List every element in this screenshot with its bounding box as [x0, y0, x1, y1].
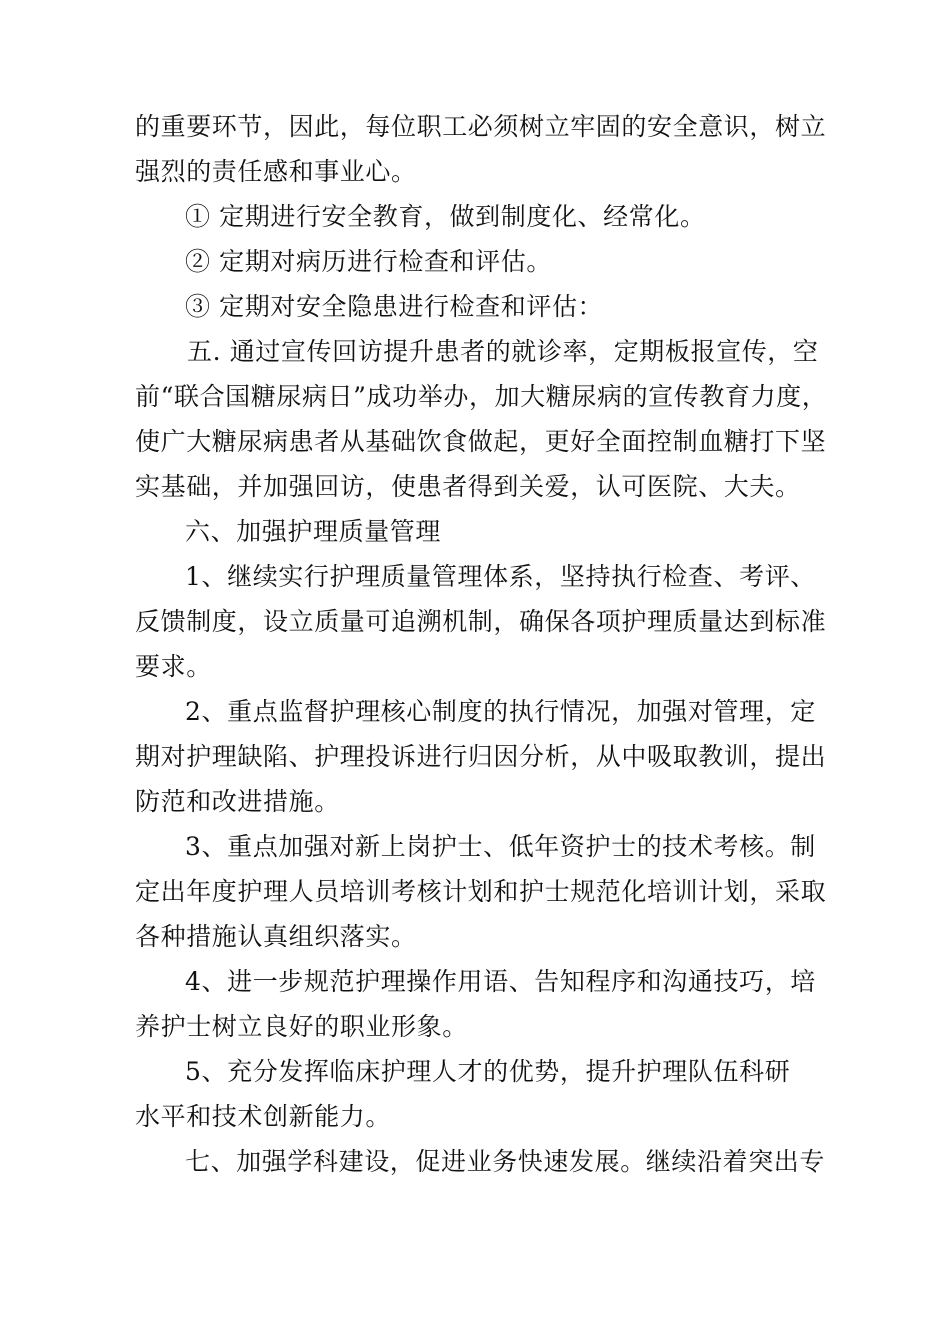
text-line: 的重要环节，因此，每位职工必须树立牢固的安全意识，树立	[135, 112, 827, 141]
list-item: ① 定期进行安全教育，做到制度化、经常化。	[185, 202, 706, 231]
list-item: ② 定期对病历进行检查和评估。	[185, 247, 552, 276]
text-line: 各种措施认真组织落实。	[135, 922, 417, 951]
text-line: 强烈的责任感和事业心。	[135, 157, 417, 186]
list-item: 2、重点监督护理核心制度的执行情况，加强对管理，定	[185, 697, 816, 726]
list-item: 5、充分发挥临床护理人才的优势，提升护理队伍科研	[185, 1057, 791, 1086]
list-item: 3、重点加强对新上岗护士、低年资护士的技术考核。制	[185, 832, 816, 861]
list-item: ③ 定期对安全隐患进行检查和评估：	[185, 292, 604, 321]
text-line: 实基础，并加强回访，使患者得到关爱，认可医院、大夫。	[135, 472, 801, 501]
list-item: 4、进一步规范护理操作用语、告知程序和沟通技巧，培	[185, 967, 816, 996]
section-heading-6: 六、加强护理质量管理	[185, 517, 442, 546]
section-heading-5: 五. 通过宣传回访提升患者的就诊率，定期板报宣传，空	[187, 337, 819, 366]
text-line: 要求。	[135, 652, 212, 681]
list-item: 1、继续实行护理质量管理体系，坚持执行检查、考评、	[185, 562, 816, 591]
text-line: 使广大糖尿病患者从基础饮食做起，更好全面控制血糖打下坚	[135, 427, 827, 456]
text-line: 前“联合国糖尿病日”成功举办，加大糖尿病的宣传教育力度，	[135, 382, 828, 411]
text-line: 养护士树立良好的职业形象。	[135, 1012, 468, 1041]
text-line: 反馈制度，设立质量可追溯机制，确保各项护理质量达到标准	[135, 607, 827, 636]
text-line: 防范和改进措施。	[135, 787, 340, 816]
section-heading-7: 七、加强学科建设，促进业务快速发展。继续沿着突出专	[185, 1147, 826, 1176]
text-line: 水平和技术创新能力。	[135, 1102, 392, 1131]
text-line: 期对护理缺陷、护理投诉进行归因分析，从中吸取教训，提出	[135, 742, 827, 771]
text-line: 定出年度护理人员培训考核计划和护士规范化培训计划，采取	[135, 877, 827, 906]
